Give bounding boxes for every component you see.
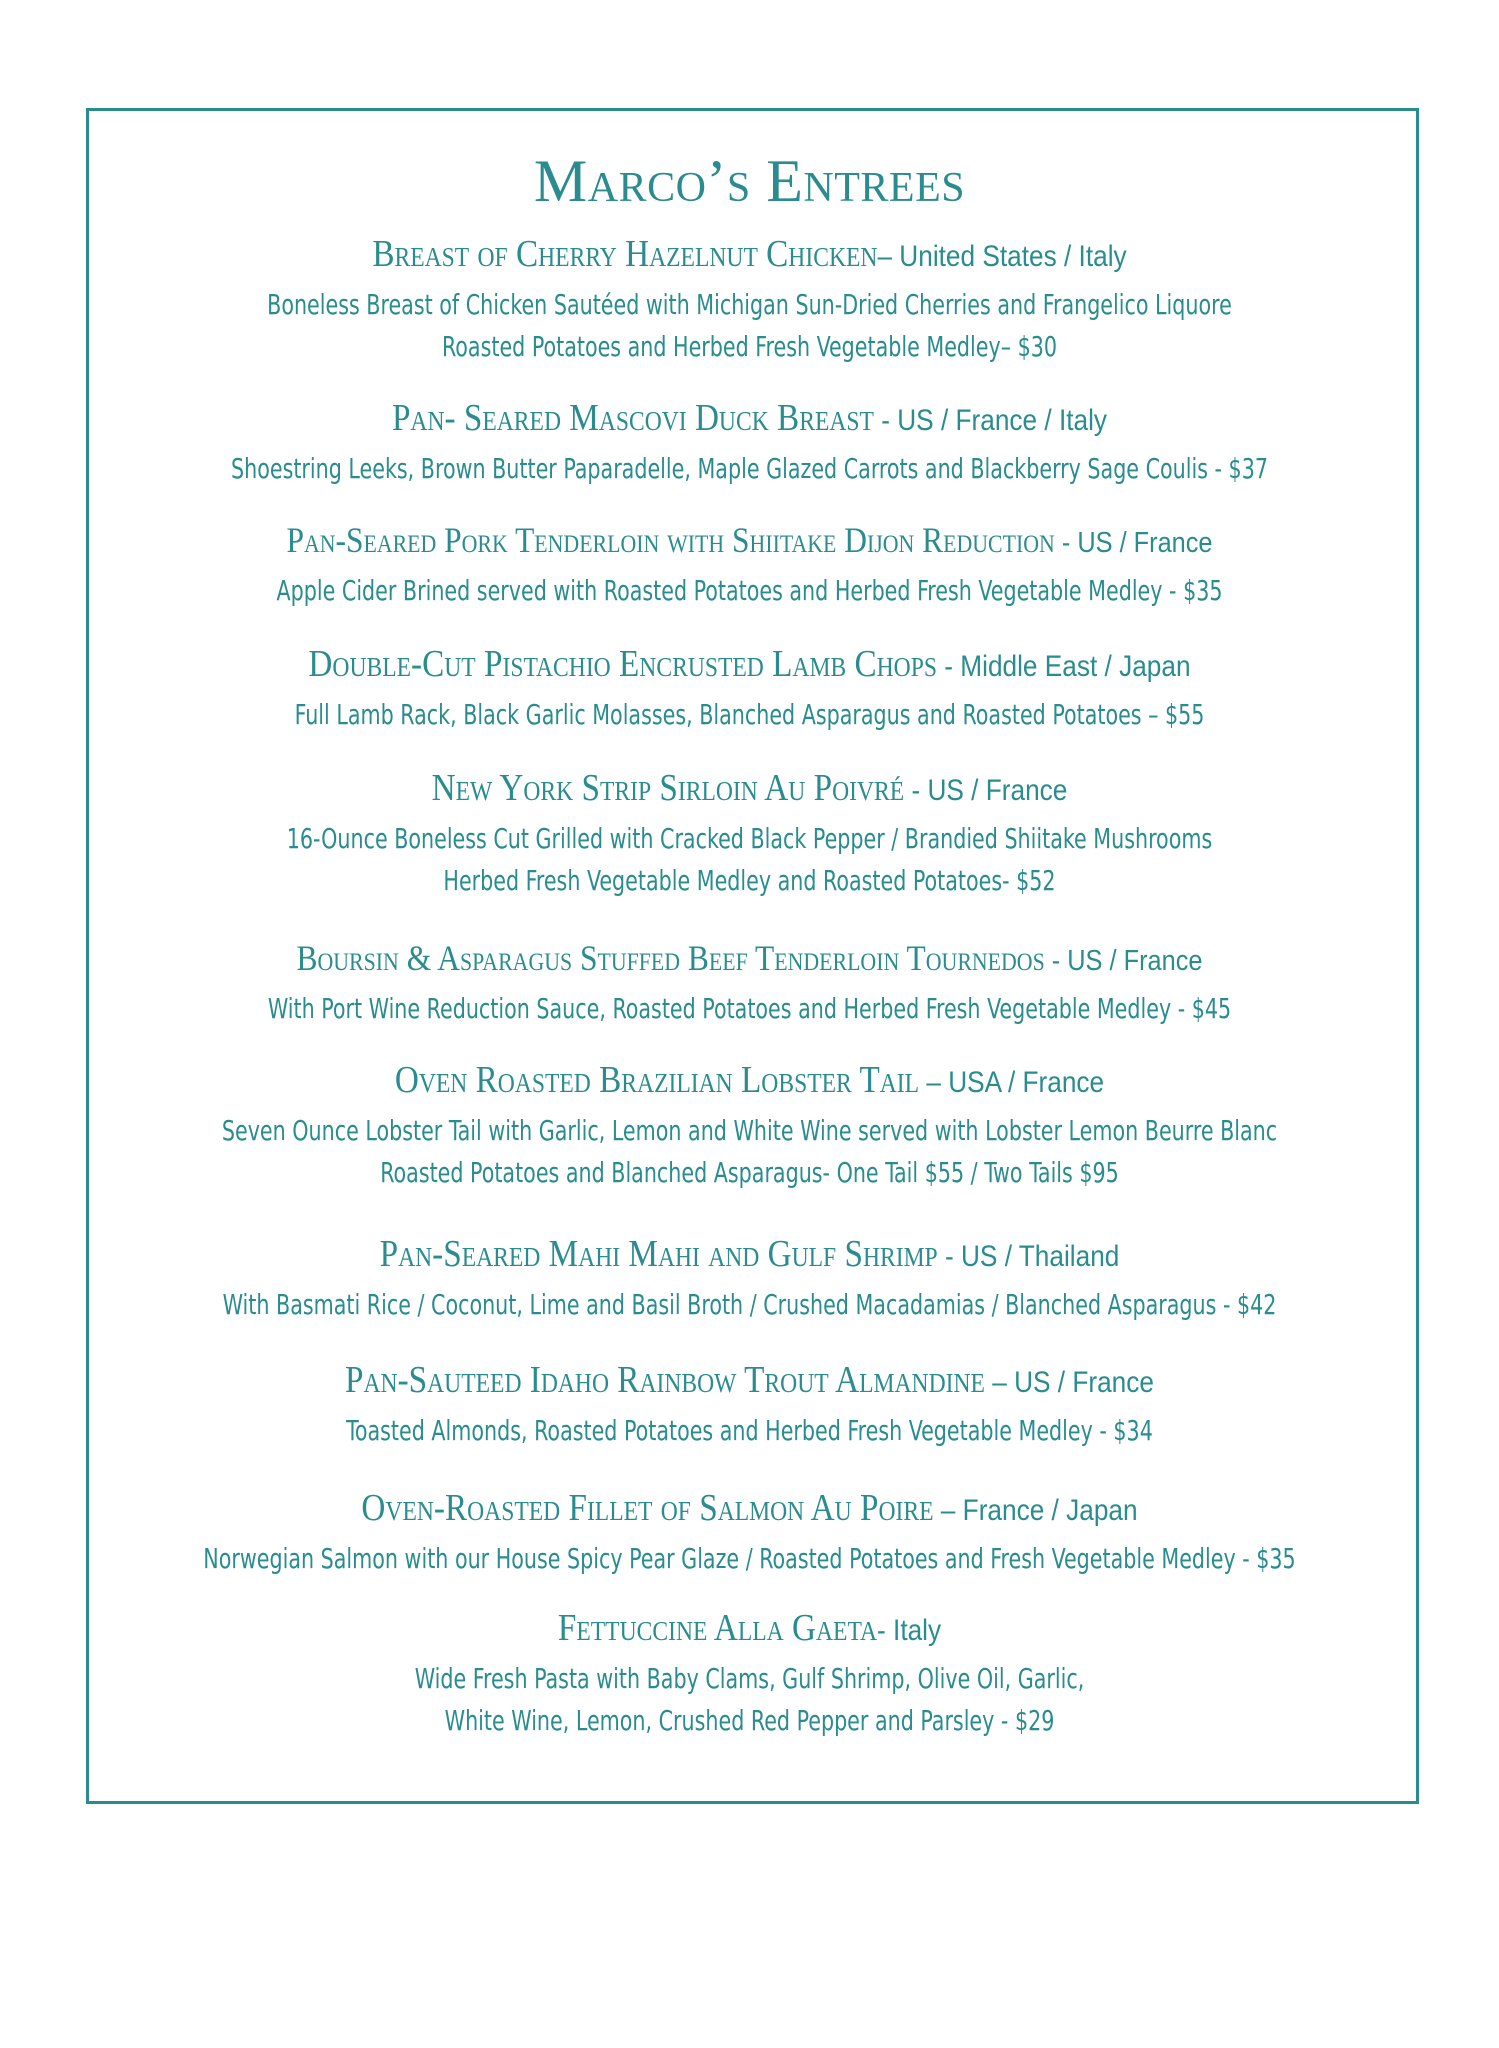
- entree-origin: - US / France: [904, 774, 1068, 807]
- entree-lobster-tail: [0, 1058, 1499, 1194]
- entree-lamb-chops: [0, 642, 1499, 736]
- entree-description-line: Roasted Potatoes and Blanched Asparagus- One Tail $55 / Two Tails $95: [380, 1156, 1119, 1189]
- entree-strip-sirloin: [0, 766, 1499, 902]
- entree-description-line: Wide Fresh Pasta with Baby Clams, Gulf Shrimp, Olive Oil, Garlic,: [414, 1662, 1085, 1695]
- entree-heading: [95, 1606, 1405, 1658]
- entree-rainbow-trout: [0, 1358, 1499, 1452]
- entree-origin: - US / Thailand: [937, 1240, 1120, 1273]
- entree-description-line: Roasted Potatoes and Herbed Fresh Vegetable Medley– $30: [441, 330, 1058, 363]
- entree-heading: [95, 936, 1405, 988]
- entree-origin: - Italy: [877, 1614, 942, 1647]
- entree-heading: [95, 1232, 1405, 1284]
- entree-heading: [95, 766, 1405, 818]
- entree-mahi-mahi-shrimp: [0, 1232, 1499, 1326]
- entree-description-line: White Wine, Lemon, Crushed Red Pepper and Parsley - $29: [444, 1704, 1055, 1737]
- entree-name: Pan-Seared Pork Tenderloin with Shiitake Dijon Reduction: [286, 520, 1055, 560]
- entree-origin: – USA / France: [919, 1066, 1105, 1099]
- entree-origin: – US / France: [984, 1366, 1154, 1399]
- entree-salmon-au-poire: [0, 1486, 1499, 1580]
- entree-origin: - US / France / Italy: [873, 404, 1108, 437]
- entree-origin: – France / Japan: [933, 1494, 1138, 1527]
- entree-description-line: Shoestring Leeks, Brown Butter Paparadelle, Maple Glazed Carrots and Blackberry Sage Coulis - $37: [231, 452, 1268, 485]
- entree-origin: - Middle East / Japan: [936, 650, 1191, 683]
- entree-heading: [95, 518, 1405, 570]
- entree-name: Oven Roasted Brazilian Lobster Tail: [394, 1059, 920, 1101]
- entree-description-line: With Basmati Rice / Coconut, Lime and Basil Broth / Crushed Macadamias / Blanched Asparagus - $42: [222, 1288, 1277, 1321]
- entree-mascovi-duck-breast: [0, 396, 1499, 490]
- entree-description-line: Norwegian Salmon with our House Spicy Pear Glaze / Roasted Potatoes and Fresh Vegetable Medley - $35: [203, 1542, 1296, 1575]
- entree-beef-tournedos: [0, 936, 1499, 1030]
- entree-cherry-hazelnut-chicken: [0, 232, 1499, 368]
- entree-origin: - US / France: [1054, 527, 1213, 559]
- entree-description-line: Toasted Almonds, Roasted Potatoes and Herbed Fresh Vegetable Medley - $34: [346, 1414, 1153, 1447]
- entree-origin: – United States / Italy: [877, 240, 1127, 273]
- entree-description-line: Herbed Fresh Vegetable Medley and Roasted Potatoes- $52: [443, 864, 1056, 897]
- entree-heading: [95, 1486, 1405, 1538]
- entree-name: Pan- Seared Mascovi Duck Breast: [391, 397, 874, 439]
- entree-name: Double-Cut Pistachio Encrusted Lamb Chops: [308, 643, 937, 685]
- entree-name: Fettuccine Alla Gaeta: [557, 1607, 878, 1649]
- entree-description-line: Boneless Breast of Chicken Sautéed with Michigan Sun-Dried Cherries and Frangelico Liquore: [267, 288, 1232, 321]
- entree-heading: [95, 1358, 1405, 1410]
- entree-name: Breast of Cherry Hazelnut Chicken: [372, 233, 878, 275]
- entree-name: Oven-Roasted Fillet of Salmon Au Poire: [361, 1487, 934, 1529]
- entree-name: New York Strip Sirloin Au Poivré: [431, 767, 905, 809]
- menu-title: Marco’s Entrees: [533, 148, 966, 214]
- entree-name: Boursin & Asparagus Stuffed Beef Tenderloin Tournedos: [296, 938, 1045, 978]
- entree-heading: [95, 642, 1405, 694]
- entree-heading: [95, 232, 1405, 284]
- entree-description-line: Seven Ounce Lobster Tail with Garlic, Lemon and White Wine served with Lobster Lemon Beurre Blanc: [221, 1114, 1278, 1147]
- entree-pork-tenderloin: [0, 518, 1499, 612]
- entree-heading: [95, 1058, 1405, 1110]
- entree-origin: - US / France: [1044, 945, 1203, 977]
- entree-name: Pan-Seared Mahi Mahi and Gulf Shrimp: [379, 1233, 938, 1275]
- entree-description-line: With Port Wine Reduction Sauce, Roasted Potatoes and Herbed Fresh Vegetable Medley - $45: [267, 992, 1232, 1025]
- entree-heading: [95, 396, 1405, 448]
- entree-description-line: Apple Cider Brined served with Roasted Potatoes and Herbed Fresh Vegetable Medley - $35: [276, 574, 1223, 607]
- entree-description-line: 16-Ounce Boneless Cut Grilled with Cracked Black Pepper / Brandied Shiitake Mushrooms: [286, 822, 1213, 855]
- entree-fettuccine-gaeta: [0, 1606, 1499, 1742]
- entree-description-line: Full Lamb Rack, Black Garlic Molasses, Blanched Asparagus and Roasted Potatoes – $55: [294, 698, 1205, 731]
- entree-name: Pan-Sauteed Idaho Rainbow Trout Almandine: [345, 1359, 985, 1401]
